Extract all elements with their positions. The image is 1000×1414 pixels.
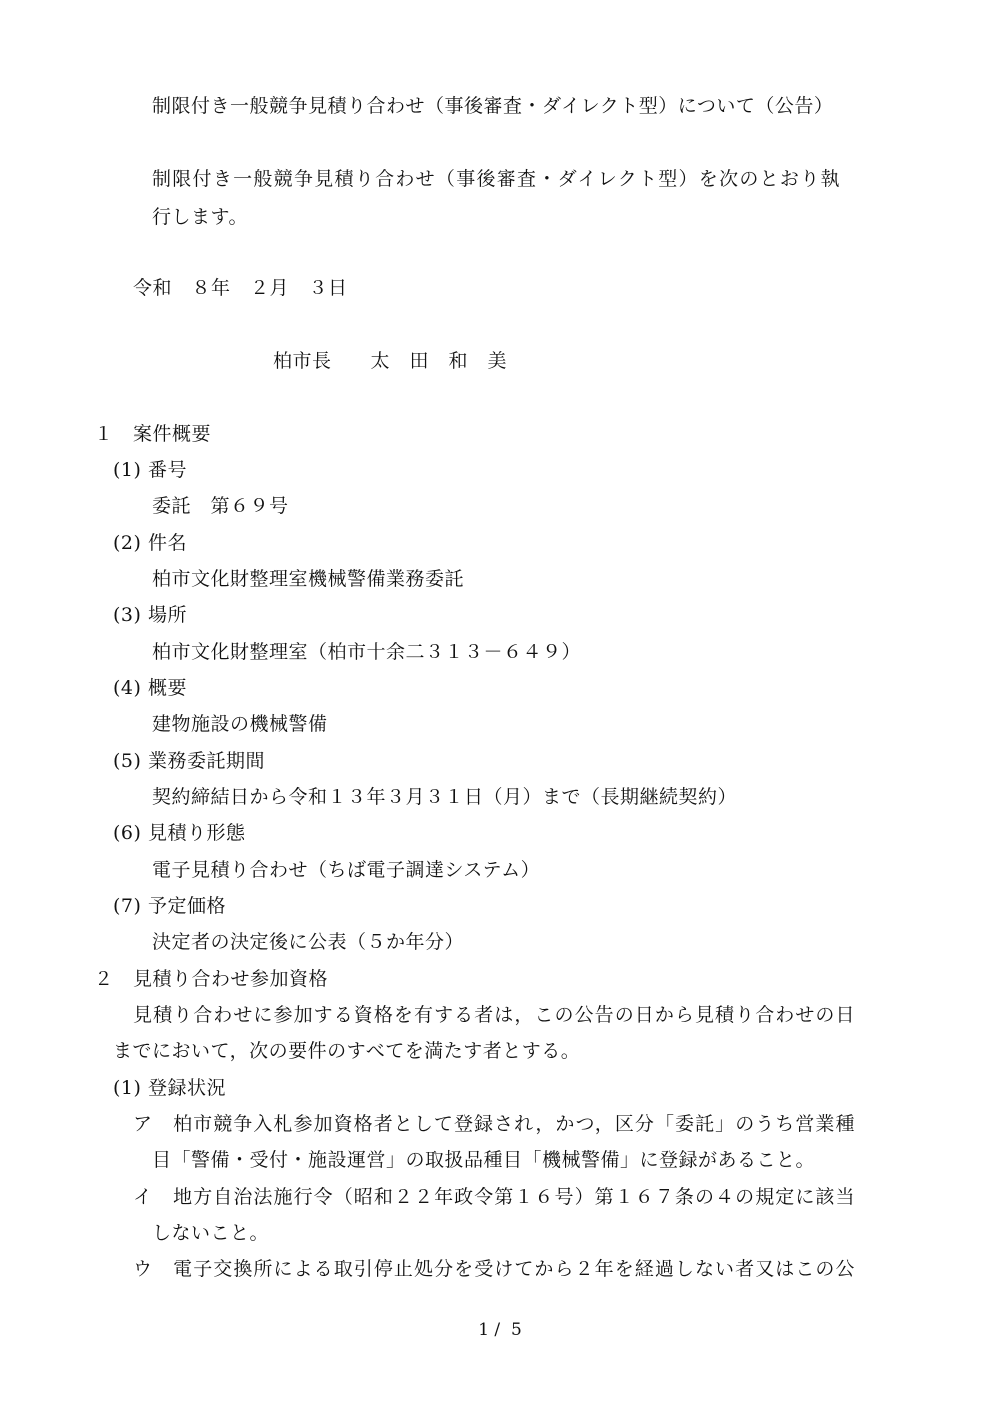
registration-label: (1) 登録状況: [113, 1077, 226, 1099]
item-period-label: (5) 業務委託期間: [113, 750, 265, 772]
notice-title: 制限付き一般競争見積り合わせ（事後審査・ダイレクト型）について（公告）: [152, 95, 834, 117]
requirement-b-line-1: イ 地方自治法施行令（昭和２２年政令第１６号）第１６７条の４の規定に該当: [133, 1186, 855, 1208]
item-summary-value: 建物施設の機械警備: [152, 713, 328, 735]
item-number-value: 委託 第６９号: [152, 495, 289, 517]
item-name-value: 柏市文化財整理室機械警備業務委託: [152, 568, 465, 590]
item-period-value: 契約締結日から令和１３年３月３１日（月）まで（長期継続契約）: [152, 786, 738, 808]
requirement-a-line-1: ア 柏市競争入札参加資格者として登録され，かつ，区分「委託」のうち営業種: [133, 1113, 855, 1135]
item-form-label: (6) 見積り形態: [113, 822, 246, 844]
signer: 柏市長 太 田 和 美: [273, 350, 508, 372]
item-name-label: (2) 件名: [113, 532, 187, 554]
notice-date: 令和 ８年 ２月 ３日: [133, 277, 348, 299]
item-location-label: (3) 場所: [113, 604, 187, 626]
section-2-heading: ２ 見積り合わせ参加資格: [94, 968, 329, 990]
requirement-b-line-2: しないこと。: [152, 1222, 270, 1244]
item-price-value: 決定者の決定後に公表（５か年分）: [152, 931, 465, 953]
item-price-label: (7) 予定価格: [113, 895, 226, 917]
section-1-heading: １ 案件概要: [94, 423, 212, 445]
item-form-value: 電子見積り合わせ（ちば電子調達システム）: [152, 859, 541, 881]
section-2-para-line-2: までにおいて，次の要件のすべてを満たす者とする。: [113, 1040, 581, 1062]
item-location-value: 柏市文化財整理室（柏市十余二３１３－６４９）: [152, 641, 582, 663]
intro-line-2: 行します。: [152, 206, 248, 228]
page-number: 1 / 5: [478, 1320, 522, 1340]
requirement-c-line-1: ウ 電子交換所による取引停止処分を受けてから２年を経過しない者又はこの公: [133, 1258, 855, 1280]
intro-line-1: 制限付き一般競争見積り合わせ（事後審査・ダイレクト型）を次のとおり執: [152, 168, 840, 190]
item-summary-label: (4) 概要: [113, 677, 187, 699]
requirement-a-line-2: 目「警備・受付・施設運営」の取扱品種目「機械警備」に登録があること。: [152, 1149, 816, 1171]
item-number-label: (1) 番号: [113, 459, 187, 481]
section-2-para-line-1: 見積り合わせに参加する資格を有する者は，この公告の日から見積り合わせの日: [133, 1004, 855, 1026]
